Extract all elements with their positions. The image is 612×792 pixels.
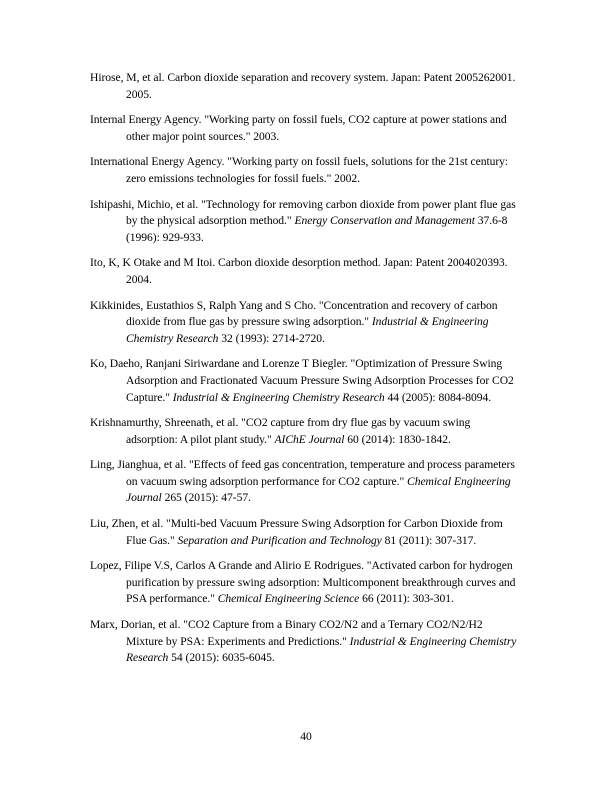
reference-text: Marx, Dorian, et al. "CO2 Capture from a Binary CO2/N2 and a Ternary CO2/N2/H2 Mixture by PSA: Experiments and Predictions." — [90, 618, 483, 648]
reference-text: Hirose, M, et al. Carbon dioxide separation and recovery system. Japan: Patent 2005262001. 2005. — [90, 71, 516, 101]
reference-details: 32 (1993): 2714-2720. — [218, 331, 325, 345]
reference-list — [90, 70, 522, 676]
reference-entry — [90, 154, 522, 187]
reference-text: Ko, Daeho, Ranjani Siriwardane and Lorenze T Biegler. "Optimization of Pressure Swing Adsorption and Fractionated Vacuum Pressure Swing Adsorption Processes for CO2 Capture." — [90, 357, 514, 404]
reference-text: Liu, Zhen, et al. "Multi-bed Vacuum Pressure Swing Adsorption for Carbon Dioxide from Flue Gas." — [90, 517, 503, 547]
page-number: 40 — [300, 730, 312, 743]
reference-journal: Industrial & Engineering Chemistry Research — [126, 634, 517, 665]
reference-details: 81 (2011): 307-317. — [381, 533, 477, 547]
reference-entry — [90, 298, 522, 348]
reference-entry — [90, 112, 522, 145]
reference-text: Ishipashi, Michio, et al. "Technology for removing carbon dioxide from power plant flue gas by the physical adsorption method." — [90, 197, 516, 228]
reference-entry — [90, 197, 522, 247]
reference-journal: Chemical Engineering Journal — [126, 474, 511, 505]
reference-journal: Separation and Purification and Technology — [177, 533, 382, 547]
reference-entry — [90, 356, 522, 406]
reference-text: International Energy Agency. "Working party on fossil fuels, solutions for the 21st century: zero emissions technologies for fossil fuels." 2002. — [90, 155, 509, 185]
reference-entry — [90, 516, 522, 549]
reference-journal: Chemical Engineering Science — [217, 592, 360, 606]
reference-entry — [90, 70, 522, 103]
reference-text: Internal Energy Agency. "Working party on fossil fuels, CO2 capture at power stations and other major point sources." 2003. — [90, 113, 507, 143]
reference-details: 37.6-8 (1996): 929-933. — [126, 214, 508, 244]
reference-journal: AIChE Journal — [274, 432, 345, 446]
reference-entry — [90, 255, 522, 288]
reference-entry — [90, 457, 522, 507]
reference-text: Ito, K, K Otake and M Itoi. Carbon dioxide desorption method. Japan: Patent 2004020393. 2004. — [90, 256, 508, 286]
reference-text: Krishnamurthy, Shreenath, et al. "CO2 capture from dry flue gas by vacuum swing adsorption: A pilot plant study." — [90, 416, 471, 446]
reference-details: 60 (2014): 1830-1842. — [344, 432, 451, 446]
reference-text: Ling, Jianghua, et al. "Effects of feed gas concentration, temperature and process parameters on vacuum swing adsorption performance for CO2 capture." — [90, 458, 515, 488]
reference-text: Lopez, Filipe V.S, Carlos A Grande and Alirio E Rodrigues. "Activated carbon for hydrogen purification by pressure swing adsorption: Multicomponent breakthrough curves and PSA performance." — [90, 559, 516, 606]
reference-text: Kikkinides, Eustathios S, Ralph Yang and S Cho. "Concentration and recovery of carbon dioxide from flue gas by pressure swing adsorption." — [90, 298, 498, 329]
reference-journal: Industrial & Engineering Chemistry Research — [126, 315, 489, 345]
reference-details: 54 (2015): 6035-6045. — [168, 651, 275, 665]
reference-entry — [90, 415, 522, 448]
reference-journal: Energy Conservation and Management — [294, 214, 475, 228]
reference-entry — [90, 617, 522, 667]
reference-entry — [90, 558, 522, 608]
reference-details: 44 (2005): 8084-8094. — [384, 390, 492, 404]
reference-journal: Industrial & Engineering Chemistry Research — [172, 390, 385, 404]
reference-details: 265 (2015): 47-57. — [161, 491, 251, 505]
reference-details: 66 (2011): 303-301. — [359, 592, 454, 606]
